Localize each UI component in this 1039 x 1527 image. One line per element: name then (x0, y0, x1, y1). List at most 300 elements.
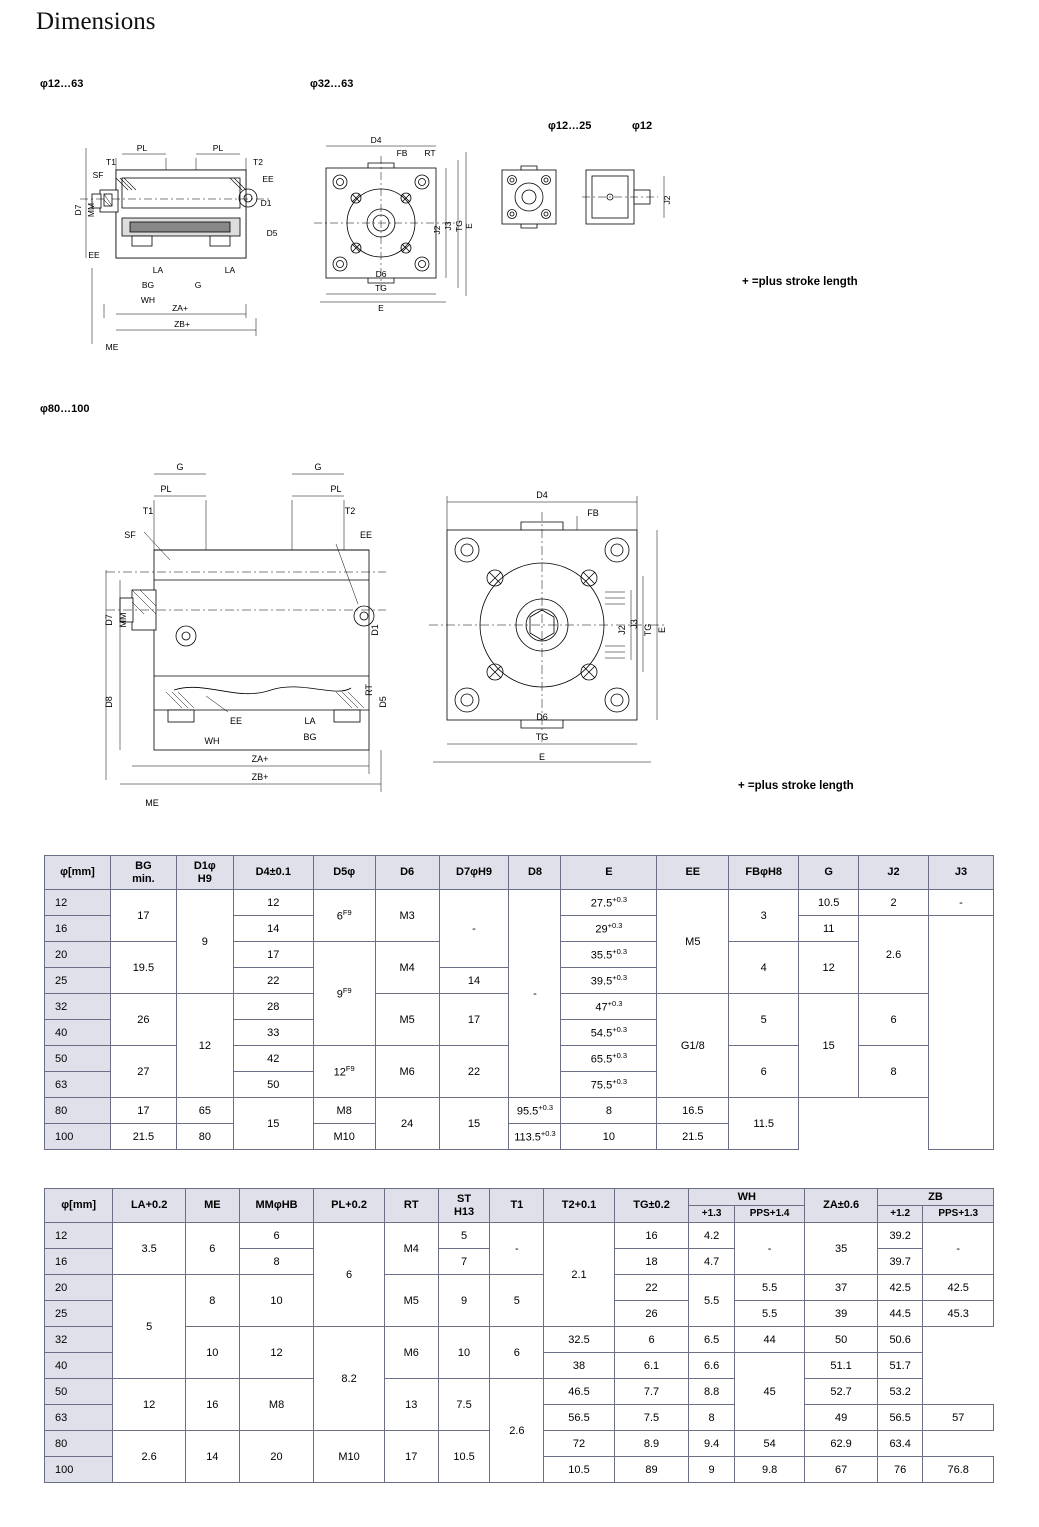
cell-la: 3.5 (113, 1223, 186, 1275)
cell-wh1: 8.9 (614, 1431, 689, 1457)
cell-phi: 100 (45, 1457, 113, 1483)
cell-mm: 16 (185, 1379, 239, 1431)
cell-mm: 20 (239, 1431, 314, 1483)
cell-zb1: 62.9 (805, 1431, 878, 1457)
th-fb: FBφH8 (729, 856, 799, 890)
cell-j2: 2 (859, 890, 929, 916)
cell-wh1: 7.5 (614, 1405, 689, 1431)
cell-za: 67 (805, 1457, 878, 1483)
cell-d5 (313, 942, 375, 1046)
cell-d5 (313, 890, 375, 942)
cell-e-val: 35.5 (590, 949, 613, 962)
svg-text:RT: RT (424, 148, 436, 158)
cell-phi: 40 (45, 1353, 113, 1379)
cell-g: 15 (799, 994, 859, 1098)
cell-za: 39 (805, 1301, 878, 1327)
cell-e (561, 1046, 657, 1072)
cell-tg: 22 (614, 1275, 689, 1301)
cell-mm: 12 (239, 1327, 314, 1379)
cell-rt: M10 (314, 1431, 384, 1483)
drawing-front-view-12-25 (494, 162, 566, 232)
cell-za: 45 (734, 1353, 804, 1431)
cell-d7: 24 (375, 1098, 439, 1150)
cell-tg: 32.5 (544, 1327, 614, 1353)
cell-phi: 25 (45, 968, 111, 994)
cell-phi: 50 (45, 1046, 111, 1072)
svg-text:PL: PL (330, 484, 342, 494)
cell-zb1: 52.7 (805, 1379, 878, 1405)
cell-d6: M8 (313, 1098, 375, 1124)
cell-e (561, 890, 657, 916)
cell-st: 7 (438, 1249, 490, 1275)
svg-text:D4: D4 (536, 490, 548, 500)
th-j2: J2 (859, 856, 929, 890)
cell-zb2: 45.3 (923, 1301, 994, 1327)
cell-tg: 38 (544, 1353, 614, 1379)
th2-za: ZA±0.6 (805, 1189, 878, 1223)
cell-d6: M5 (375, 994, 439, 1046)
cell-phi: 12 (45, 890, 111, 916)
table-row (45, 1379, 994, 1405)
svg-text:D5: D5 (266, 228, 278, 238)
cell-e-tol: +0.3 (607, 921, 623, 931)
cell-tg: 16 (614, 1223, 689, 1249)
drawing-side-view-12-63 (70, 118, 310, 363)
cell-st: 10 (438, 1327, 490, 1379)
th-d1 (176, 856, 233, 890)
cell-wh1: 7.7 (614, 1379, 689, 1405)
cell-me: 14 (185, 1431, 239, 1483)
svg-text:ZB+: ZB+ (251, 772, 269, 782)
table-row (45, 1327, 994, 1353)
cell-d4: 28 (233, 994, 313, 1020)
cell-phi: 16 (45, 916, 111, 942)
th-d5: D5φ (313, 856, 375, 890)
svg-text:J3: J3 (443, 221, 453, 231)
cell-e-tol: +0.3 (612, 1051, 628, 1061)
svg-text:TG: TG (454, 220, 464, 232)
th2-zb: ZB (877, 1189, 993, 1206)
cell-d5-sup: F9 (342, 986, 352, 996)
cell-mm: 8 (239, 1249, 314, 1275)
svg-text:FB: FB (587, 508, 599, 518)
cell-phi: 16 (45, 1249, 113, 1275)
cell-phi: 80 (45, 1098, 111, 1124)
th-d1-line1: D1φ (193, 859, 216, 872)
cell-e-val: 95.5 (516, 1105, 539, 1118)
cell-d6: M6 (375, 1046, 439, 1098)
th-d4: D4±0.1 (233, 856, 313, 890)
th-d8: D8 (509, 856, 561, 890)
cell-za: 49 (805, 1405, 878, 1431)
cell-g: 21.5 (657, 1124, 729, 1150)
cell-ee: M5 (657, 890, 729, 994)
svg-text:BG: BG (303, 732, 317, 742)
table-row (45, 1098, 994, 1124)
svg-text:PL: PL (160, 484, 172, 494)
th-d7: D7φH9 (439, 856, 509, 890)
cell-ee: G1/8 (657, 994, 729, 1098)
svg-text:RT: RT (364, 684, 374, 696)
cell-zb1: 44.5 (877, 1301, 923, 1327)
cell-e-val: 29 (595, 923, 608, 936)
cell-j2: 6 (859, 994, 929, 1046)
svg-text:E: E (464, 223, 474, 229)
caption-phi12: φ12 (632, 120, 653, 132)
cell-pl: 10.5 (544, 1457, 614, 1483)
cell-t2: 2.6 (490, 1379, 544, 1483)
cell-zb1: 39.7 (877, 1249, 923, 1275)
cell-st: 17 (384, 1431, 438, 1483)
cell-za: 35 (805, 1223, 878, 1275)
cell-tg: 26 (614, 1301, 689, 1327)
cell-phi: 25 (45, 1301, 113, 1327)
cell-rt: M8 (239, 1379, 314, 1431)
cell-zb2: 53.2 (877, 1379, 923, 1405)
svg-text:WH: WH (204, 736, 220, 746)
cell-wh2: - (734, 1223, 804, 1275)
svg-text:J2: J2 (617, 625, 627, 635)
cell-wh2: 5.5 (734, 1275, 804, 1301)
cell-j3 (929, 916, 994, 1150)
svg-text:TG: TG (375, 283, 387, 293)
cell-d5 (313, 1046, 375, 1098)
th2-st-line1: ST (457, 1192, 472, 1205)
cell-e-val: 27.5 (590, 897, 613, 910)
page-title: Dimensions (36, 8, 156, 35)
cell-rt: M5 (384, 1275, 438, 1327)
cell-d6: M10 (313, 1124, 375, 1150)
cell-e-val: 54.5 (590, 1027, 613, 1040)
svg-text:TG: TG (643, 623, 653, 637)
cell-phi: 40 (45, 1020, 111, 1046)
drawing-front-view-32-63 (306, 130, 496, 330)
cell-g: 16.5 (657, 1098, 729, 1124)
cell-d8: - (509, 890, 561, 1098)
svg-text:D6: D6 (536, 712, 548, 722)
cell-d4: 42 (233, 1046, 313, 1072)
cell-wh1: 4.2 (689, 1223, 735, 1249)
caption-phi12-63: φ12…63 (40, 78, 84, 90)
th-bg-line2: min. (132, 872, 155, 885)
svg-text:ZA+: ZA+ (251, 754, 269, 764)
th2-t2: T2+0.1 (544, 1189, 614, 1223)
cell-e (561, 994, 657, 1020)
svg-text:EE: EE (262, 174, 274, 184)
cell-e-tol: +0.3 (612, 895, 628, 905)
th-ee: EE (657, 856, 729, 890)
th-bg-line1: BG (135, 859, 152, 872)
dimensions-table-2 (44, 1188, 994, 1483)
svg-text:D6: D6 (375, 269, 387, 279)
cell-phi: 50 (45, 1379, 113, 1405)
cell-e-tol: +0.3 (538, 1103, 554, 1113)
cell-wh2: 9.8 (734, 1457, 804, 1483)
cell-phi: 63 (45, 1072, 111, 1098)
svg-text:E: E (378, 303, 384, 313)
cell-mm: 10 (239, 1275, 314, 1327)
svg-text:D7: D7 (104, 614, 114, 626)
dimensions-table-1 (44, 855, 994, 1150)
cell-wh1: 6 (614, 1327, 689, 1353)
th2-phi: φ[mm] (45, 1189, 113, 1223)
th2-zb-plus: +1.2 (877, 1206, 923, 1223)
cell-g: 12 (799, 942, 859, 994)
cell-d5-val: 12 (333, 1066, 346, 1079)
svg-text:ZB+: ZB+ (174, 319, 190, 329)
th-d1-line2: H9 (197, 872, 212, 885)
cell-zb2: - (923, 1223, 994, 1275)
th2-st-line2: H13 (453, 1205, 475, 1218)
cell-d8: 15 (439, 1098, 509, 1150)
cell-mm: 6 (239, 1223, 314, 1249)
cell-e (561, 942, 657, 968)
cell-phi: 20 (45, 1275, 113, 1301)
cell-tg: 18 (614, 1249, 689, 1275)
th2-st (438, 1189, 490, 1223)
svg-text:J2: J2 (432, 225, 442, 235)
cell-tg: 56.5 (544, 1405, 614, 1431)
cell-e-tol: +0.3 (540, 1129, 556, 1139)
svg-text:ZA+: ZA+ (172, 303, 188, 313)
cell-phi: 80 (45, 1431, 113, 1457)
cell-d5: 15 (233, 1098, 313, 1150)
cell-phi: 12 (45, 1223, 113, 1249)
cell-e-val: 47 (595, 1001, 608, 1014)
svg-text:T1: T1 (142, 506, 154, 516)
cell-e (561, 968, 657, 994)
drawing-side-view-80-100 (96, 440, 396, 830)
svg-text:PL: PL (212, 143, 224, 153)
cell-d1: 9 (176, 890, 233, 994)
cell-t1: 10.5 (438, 1431, 490, 1483)
th2-pl: PL+0.2 (314, 1189, 384, 1223)
cell-phi: 32 (45, 994, 111, 1020)
cell-st: 5 (438, 1223, 490, 1249)
cell-j2: 2.6 (859, 916, 929, 994)
cell-rt: M6 (384, 1327, 438, 1379)
plus-stroke-note-top: + =plus stroke length (742, 276, 858, 288)
table-row (45, 1223, 994, 1249)
cell-d7: - (439, 890, 509, 968)
cell-wh1: 9 (689, 1457, 735, 1483)
cell-zb2: 57 (923, 1405, 994, 1431)
cell-la: 2.6 (113, 1431, 186, 1483)
th-d6: D6 (375, 856, 439, 890)
th2-tg: TG±0.2 (614, 1189, 689, 1223)
cell-d5-sup: F9 (345, 1064, 355, 1074)
svg-text:G: G (194, 280, 202, 290)
cell-bg: 21.5 (110, 1124, 176, 1150)
cell-pl: 8.2 (314, 1327, 384, 1431)
svg-text:T2: T2 (253, 157, 263, 167)
cell-za: 54 (734, 1431, 804, 1457)
svg-text:E: E (538, 752, 546, 762)
cell-e (561, 1072, 657, 1098)
cell-wh2: 8 (689, 1405, 735, 1431)
table-row (45, 1275, 994, 1301)
svg-text:TG: TG (535, 732, 549, 742)
cell-e-tol: +0.3 (607, 999, 623, 1009)
cell-g: 10.5 (799, 890, 859, 916)
cell-za: 37 (805, 1275, 878, 1301)
cell-zb2: 76.8 (923, 1457, 994, 1483)
cell-t1: 7.5 (438, 1379, 490, 1431)
cell-d4: 14 (233, 916, 313, 942)
cell-tg: 72 (544, 1431, 614, 1457)
svg-text:G: G (314, 462, 322, 472)
th2-rt: RT (384, 1189, 438, 1223)
svg-text:SF: SF (92, 170, 104, 180)
th-e: E (561, 856, 657, 890)
cell-d5-val: 9 (336, 988, 343, 1001)
cell-pl: 6 (314, 1223, 384, 1327)
svg-text:EE: EE (229, 716, 243, 726)
cell-e-tol: +0.3 (612, 1077, 628, 1087)
cell-zb2: 50.6 (877, 1327, 923, 1353)
svg-text:D5: D5 (378, 696, 388, 708)
cell-wh2: 8.8 (689, 1379, 735, 1405)
th2-me: ME (185, 1189, 239, 1223)
svg-text:J3: J3 (629, 619, 639, 629)
cell-wh2: 9.4 (689, 1431, 735, 1457)
cell-me: 10 (185, 1327, 239, 1379)
svg-text:LA: LA (304, 716, 316, 726)
svg-text:E: E (657, 626, 667, 634)
cell-fb: 10 (561, 1124, 657, 1150)
cell-fb: 8 (561, 1098, 657, 1124)
cell-zb1: 42.5 (877, 1275, 923, 1301)
svg-text:D1: D1 (370, 624, 380, 636)
cell-zb1: 39.2 (877, 1223, 923, 1249)
cell-zb2: 63.4 (877, 1431, 923, 1457)
table2-header-row (45, 1189, 994, 1206)
cell-phi: 20 (45, 942, 111, 968)
cell-e-val: 75.5 (590, 1079, 613, 1092)
svg-text:ME: ME (105, 342, 119, 352)
cell-za: 44 (734, 1327, 804, 1353)
svg-text:MM: MM (118, 612, 128, 628)
cell-d6: M4 (375, 942, 439, 994)
svg-text:LA: LA (224, 265, 236, 275)
cell-bg: 19.5 (110, 942, 176, 994)
cell-wh2: 6.6 (689, 1353, 735, 1379)
cell-zb1: 56.5 (877, 1405, 923, 1431)
table-row (45, 1124, 994, 1150)
cell-phi: 100 (45, 1124, 111, 1150)
cell-zb1: 51.1 (805, 1353, 878, 1379)
th2-zb-pps: PPS+1.3 (923, 1206, 994, 1223)
th2-wh-pps: PPS+1.4 (734, 1206, 804, 1223)
th2-la: LA+0.2 (113, 1189, 186, 1223)
svg-text:FB: FB (396, 148, 408, 158)
cell-j2: 8 (859, 1046, 929, 1098)
cell-phi: 63 (45, 1405, 113, 1431)
cell-g: 11 (799, 916, 859, 942)
th2-wh: WH (689, 1189, 805, 1206)
cell-e (561, 916, 657, 942)
cell-d7: 22 (439, 1046, 509, 1098)
cell-st: 13 (384, 1379, 438, 1431)
svg-text:WH: WH (140, 295, 156, 305)
cell-d4: 33 (233, 1020, 313, 1046)
cell-d4: 22 (233, 968, 313, 994)
cell-e-val: 113.5 (514, 1131, 541, 1144)
cell-d5-sup: F9 (342, 908, 352, 918)
svg-text:D7: D7 (73, 204, 83, 216)
cell-d6: M3 (375, 890, 439, 942)
cell-zb2: 42.5 (923, 1275, 994, 1301)
cell-wh2: 5.5 (734, 1301, 804, 1327)
cell-fb: 6 (729, 1046, 799, 1098)
svg-text:D1: D1 (260, 198, 272, 208)
cell-bg: 17 (110, 1098, 176, 1124)
table1-header-row (45, 856, 994, 890)
cell-e (561, 1020, 657, 1046)
cell-me: 6 (185, 1223, 239, 1275)
cell-e (509, 1124, 561, 1150)
cell-wh1: 5.5 (689, 1275, 735, 1327)
cell-bg: 17 (110, 890, 176, 942)
th-phi: φ[mm] (45, 856, 111, 890)
svg-text:G: G (176, 462, 184, 472)
cell-t1: - (490, 1223, 544, 1275)
svg-text:T1: T1 (106, 157, 116, 167)
cell-j3: - (929, 890, 994, 916)
cell-e-val: 65.5 (590, 1053, 613, 1066)
cell-wh1: 4.7 (689, 1249, 735, 1275)
cell-tg: 89 (614, 1457, 689, 1483)
cell-zb1: 76 (877, 1457, 923, 1483)
cell-st: 9 (438, 1275, 490, 1327)
svg-text:PL: PL (136, 143, 148, 153)
cell-t2: 2.1 (544, 1223, 614, 1327)
cell-t1: 5 (490, 1275, 544, 1327)
svg-text:SF: SF (124, 530, 136, 540)
cell-fb: 4 (729, 942, 799, 994)
cell-wh1: 6.1 (614, 1353, 689, 1379)
cell-e (509, 1098, 561, 1124)
drawing-front-view-80-100 (425, 472, 725, 822)
th-g: G (799, 856, 859, 890)
cell-fb: 5 (729, 994, 799, 1046)
svg-text:EE: EE (88, 250, 100, 260)
cell-j2: 11.5 (729, 1098, 799, 1150)
cell-e-tol: +0.3 (612, 947, 628, 957)
cell-d4: 50 (233, 1072, 313, 1098)
cell-d4: 65 (176, 1098, 233, 1124)
cell-d7: 17 (439, 994, 509, 1046)
caption-phi80-100: φ80…100 (40, 403, 90, 415)
plus-stroke-note-bottom: + =plus stroke length (738, 780, 854, 792)
cell-d4: 12 (233, 890, 313, 916)
th2-wh-plus: +1.3 (689, 1206, 735, 1223)
svg-text:EE: EE (359, 530, 373, 540)
svg-text:J2: J2 (662, 195, 672, 205)
drawing-side-view-12 (578, 162, 678, 242)
cell-me: 12 (113, 1379, 186, 1431)
cell-d4: 17 (233, 942, 313, 968)
cell-zb1: 50 (805, 1327, 878, 1353)
caption-phi32-63: φ32…63 (310, 78, 354, 90)
cell-fb: 3 (729, 890, 799, 942)
svg-text:ME: ME (145, 798, 159, 808)
cell-wh2: 6.5 (689, 1327, 735, 1353)
svg-text:BG: BG (141, 280, 155, 290)
cell-zb2: 51.7 (877, 1353, 923, 1379)
cell-la: 5 (113, 1275, 186, 1379)
svg-text:MM: MM (86, 202, 96, 218)
